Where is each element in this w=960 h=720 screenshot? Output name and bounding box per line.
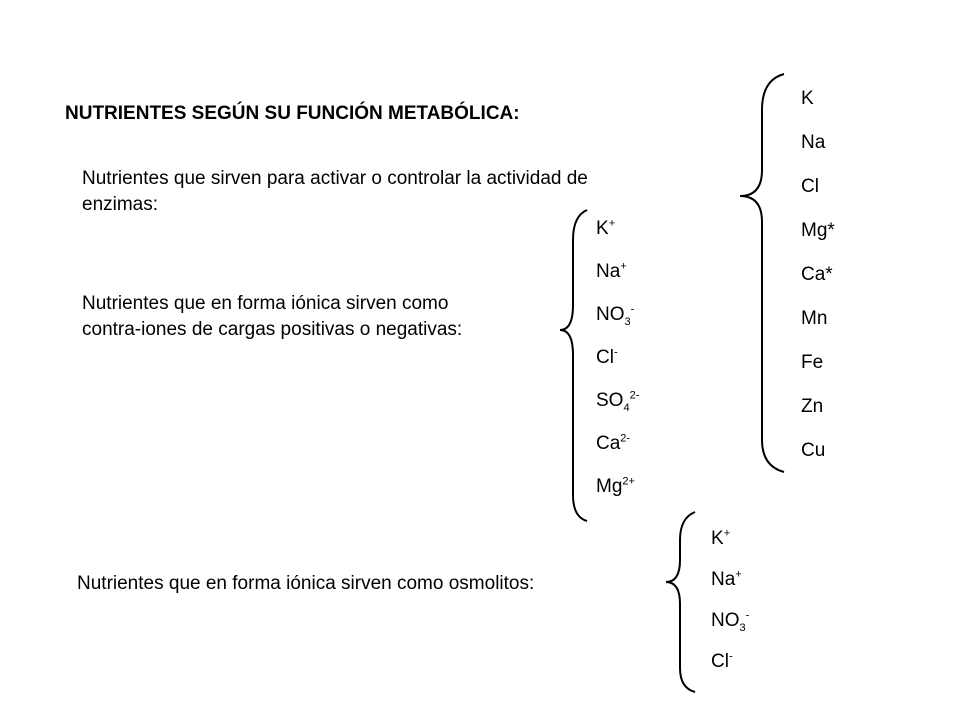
enzymes-item-symbol: Cl [801, 176, 819, 197]
counterions-item-symbol: Cl [596, 347, 614, 368]
counterions-item-charge: 2- [629, 389, 640, 402]
counterions-item [596, 390, 639, 412]
osmolytes-item [711, 651, 733, 673]
osmolytes-item-symbol: NO [711, 610, 740, 631]
enzymes-item-symbol: Fe [801, 352, 824, 373]
enzymes-item [801, 88, 814, 110]
enzymes-item [801, 440, 825, 462]
counterions-item-symbol: NO [596, 304, 625, 325]
enzymes-item [801, 308, 827, 330]
counterions-item-symbol: SO [596, 390, 624, 411]
enzymes-description-line1: Nutrientes que sirven para activar o controlar la actividad de [82, 168, 588, 189]
counterions-item-symbol: Mg [596, 476, 623, 497]
counterions-item-charge: - [630, 303, 635, 316]
counterions-description-line1: Nutrientes que en forma iónica sirven como [82, 293, 449, 314]
enzymes-item-symbol: Cu [801, 440, 826, 461]
enzymes-item-symbol: Ca* [801, 264, 833, 285]
osmolytes-item-symbol: K [711, 528, 724, 549]
counterions-item [596, 261, 627, 283]
counterions-item-charge: + [620, 260, 627, 273]
counterions-item-subscript: 3 [624, 316, 631, 328]
enzymes-item [801, 352, 823, 374]
counterions-item-symbol: Na [596, 261, 621, 282]
osmolytes-item-symbol: Cl [711, 651, 729, 672]
counterions-brace [560, 210, 587, 521]
osmolytes-item [711, 569, 742, 591]
osmolytes-item-charge: - [745, 609, 750, 622]
counterions-item [596, 218, 615, 240]
counterions-item-charge: + [608, 217, 616, 230]
counterions-item-symbol: K [596, 218, 609, 239]
counterions-item-subscript: 4 [623, 402, 630, 414]
counterions-item [596, 304, 634, 326]
osmolytes-item-charge: + [735, 568, 742, 581]
counterions-item [596, 476, 635, 498]
osmolytes-brace [666, 512, 695, 692]
enzymes-item [801, 132, 825, 154]
enzymes-item [801, 264, 833, 286]
osmolytes-item-charge: - [728, 650, 733, 663]
enzymes-item-symbol: Na [801, 132, 826, 153]
counterions-item-symbol: Ca [596, 433, 621, 454]
page-title: NUTRIENTES SEGÚN SU FUNCIÓN METABÓLICA: [65, 103, 520, 124]
osmolytes-item [711, 610, 749, 632]
counterions-item [596, 347, 618, 369]
enzymes-item-symbol: K [801, 88, 814, 109]
enzymes-item [801, 220, 835, 242]
osmolytes-item-subscript: 3 [739, 622, 746, 634]
enzymes-item [801, 396, 823, 418]
counterions-item-charge: 2+ [622, 475, 635, 488]
enzymes-item-symbol: Zn [801, 396, 824, 417]
osmolytes-item-symbol: Na [711, 569, 736, 590]
enzymes-item [801, 176, 819, 198]
enzymes-description-line2: enzimas: [82, 194, 159, 215]
osmolytes-description-line1: Nutrientes que en forma iónica sirven como osmolitos: [77, 573, 535, 594]
counterions-item-charge: 2- [620, 432, 631, 445]
enzymes-item-symbol: Mn [801, 308, 828, 329]
osmolytes-item-charge: + [723, 527, 731, 540]
enzymes-item-symbol: Mg* [801, 220, 835, 241]
osmolytes-item [711, 528, 730, 550]
counterions-item-charge: - [613, 346, 618, 359]
enzymes-brace [740, 74, 784, 472]
counterions-item [596, 433, 630, 455]
counterions-description-line2: contra-iones de cargas positivas o negativas: [82, 319, 463, 340]
